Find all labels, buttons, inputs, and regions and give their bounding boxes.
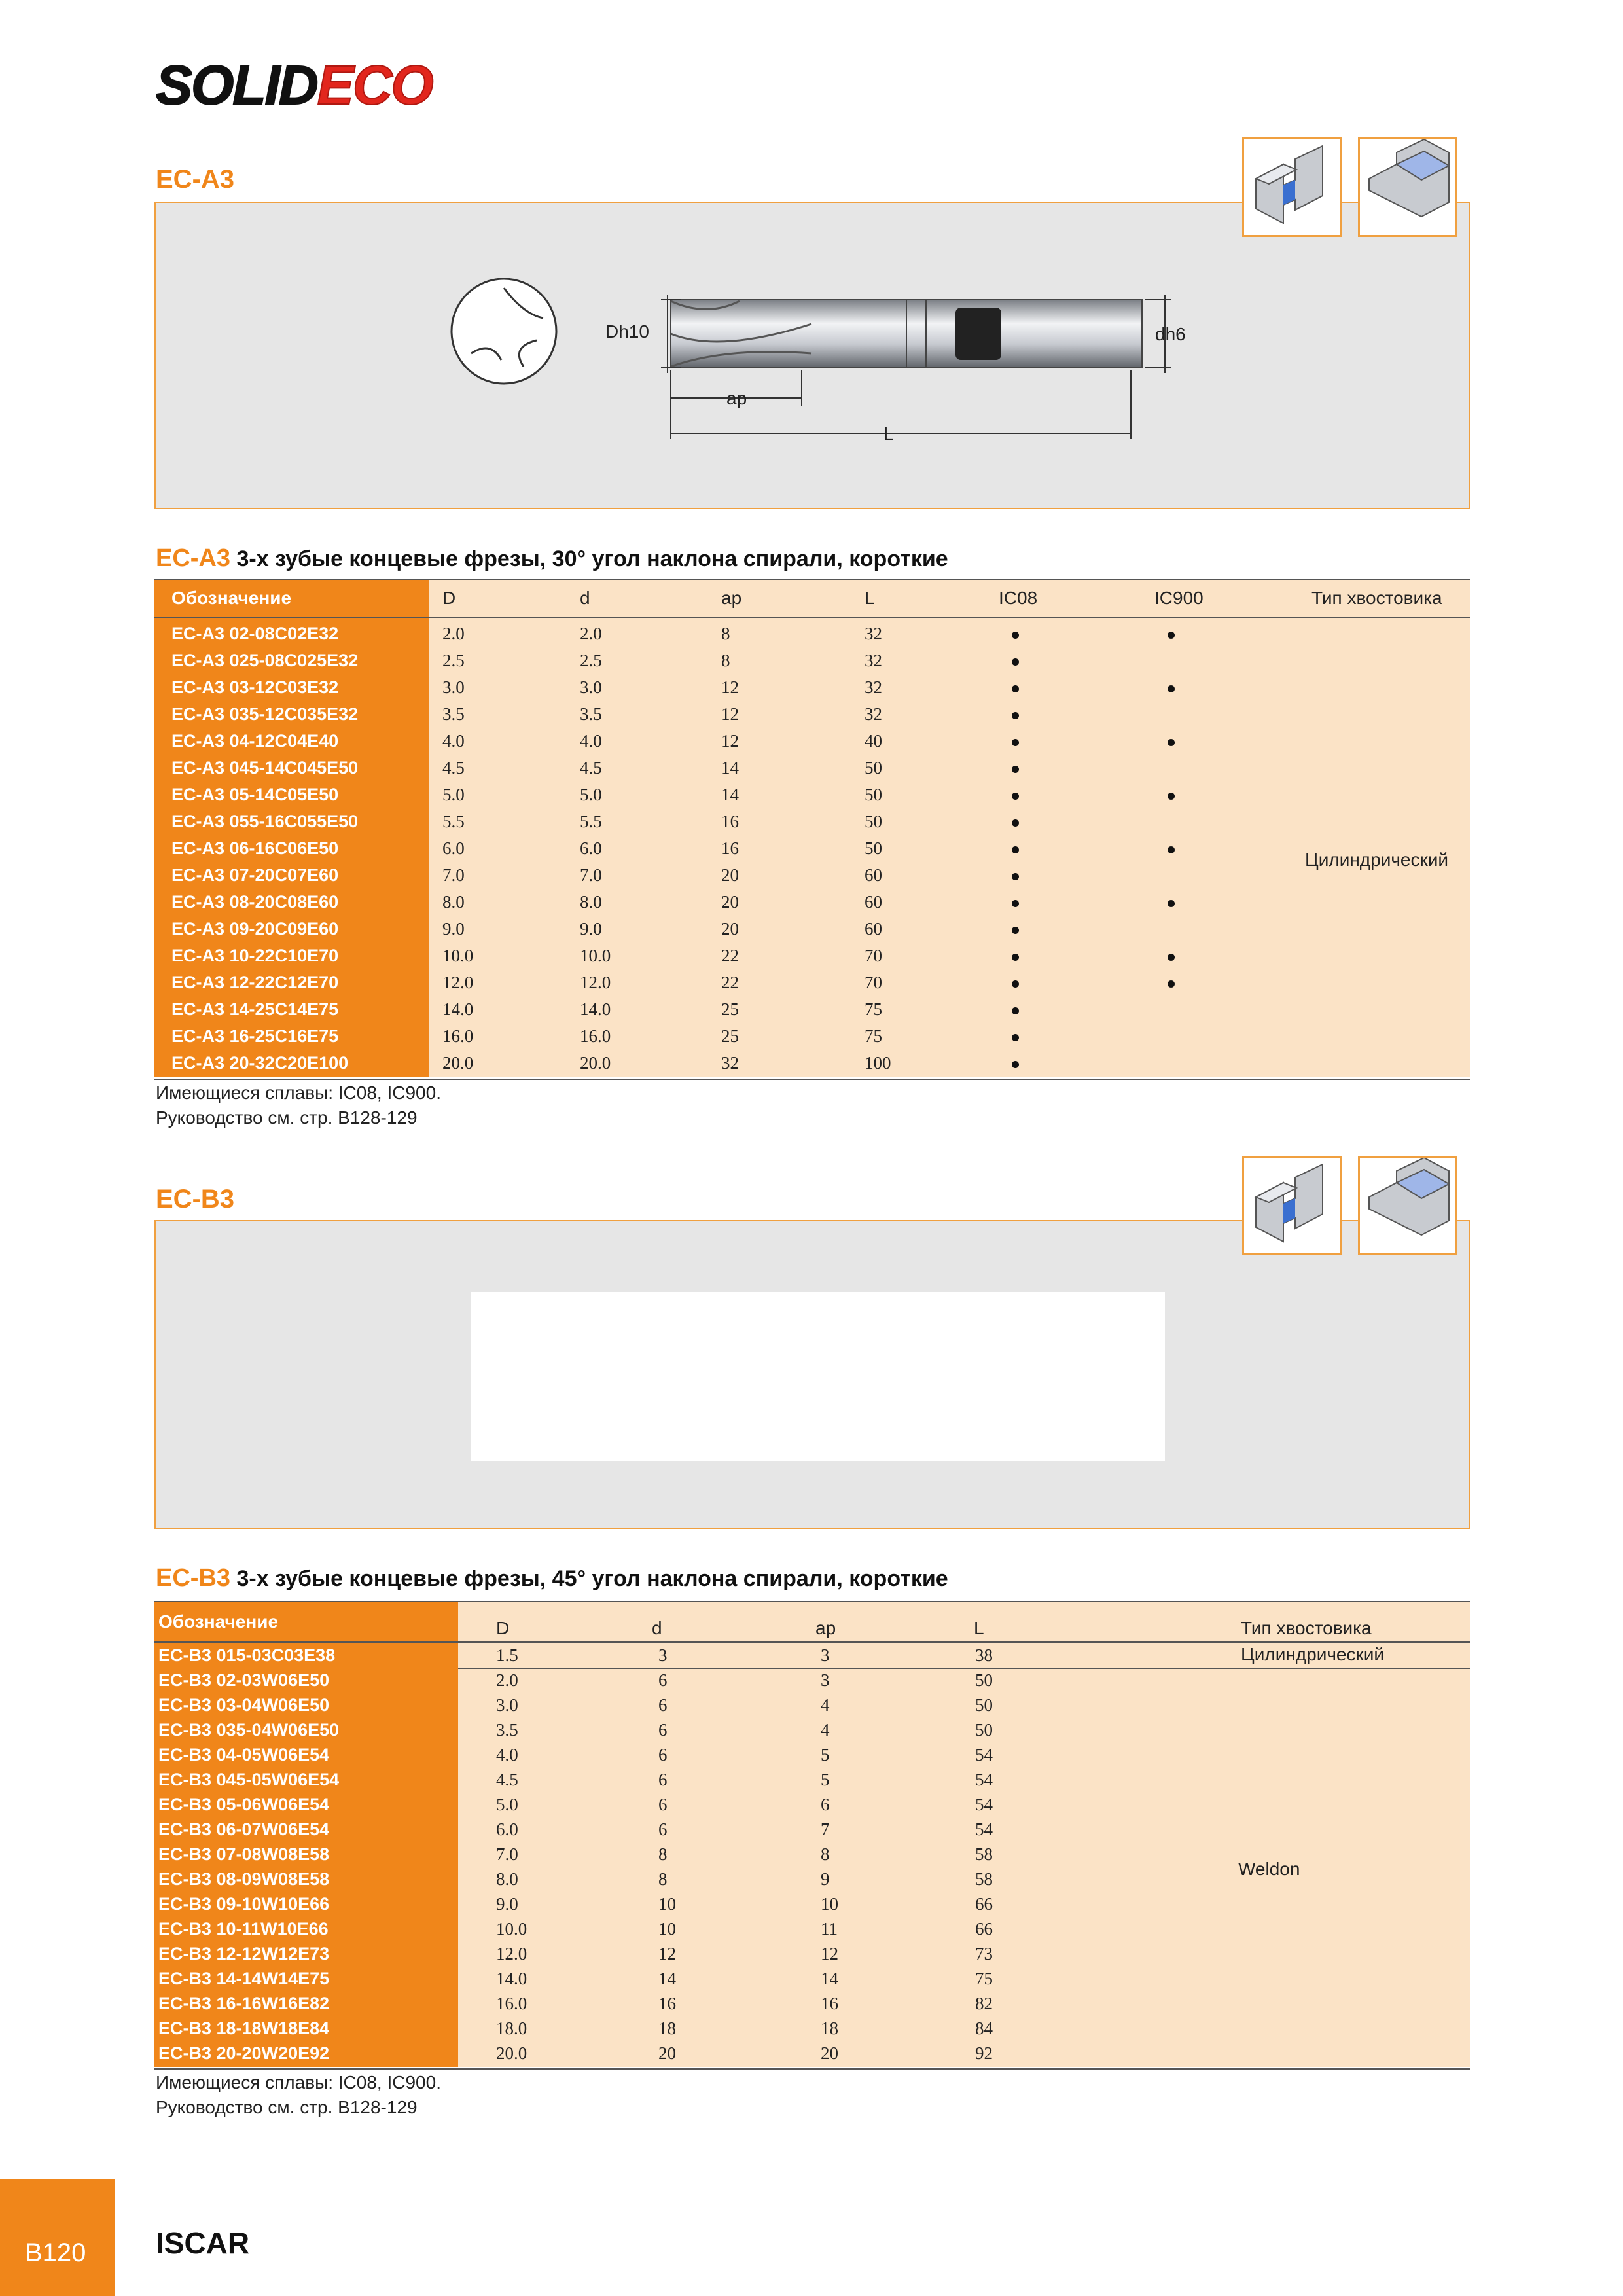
designation: EC-A3 09-20C09E60 — [171, 919, 339, 939]
value-ap: 16 — [721, 838, 739, 858]
value-D: 2.5 — [442, 651, 465, 670]
table-row — [154, 701, 1470, 727]
ic08-available-dot — [1012, 873, 1019, 880]
ic900-available-dot — [1168, 739, 1175, 746]
value-ap: 20 — [721, 919, 739, 939]
table-row — [154, 889, 1470, 915]
value-L: 70 — [865, 973, 882, 992]
value-d: 3.5 — [580, 704, 602, 724]
table-header — [154, 1602, 1470, 1643]
value-ap: 9 — [821, 1869, 830, 1889]
value-D: 5.0 — [496, 1795, 518, 1814]
table-row — [154, 916, 1470, 942]
value-ap: 22 — [721, 973, 739, 992]
alloys-note-b3: Имеющиеся сплавы: IC08, IC900. — [156, 2072, 441, 2092]
section-title-a3: EC-A3 — [156, 165, 235, 194]
ic08-available-dot — [1012, 712, 1019, 719]
value-d: 3.0 — [580, 677, 602, 697]
value-d: 4.0 — [580, 731, 602, 751]
designation: EC-B3 05-06W06E54 — [158, 1795, 330, 1814]
designation: EC-B3 18-18W18E84 — [158, 2018, 330, 2038]
value-d: 4.5 — [580, 758, 602, 778]
table-row — [154, 1668, 1470, 1693]
shank-type-first: Цилиндрический — [1241, 1644, 1385, 1664]
value-L: 32 — [865, 624, 882, 643]
value-ap: 6 — [821, 1795, 830, 1814]
ic08-available-dot — [1012, 658, 1019, 666]
designation: EC-A3 14-25C14E75 — [171, 999, 339, 1019]
table-row — [154, 2041, 1470, 2066]
drawing-panel-b3 — [154, 1220, 1470, 1529]
value-d: 14 — [658, 1969, 676, 1988]
value-D: 12.0 — [442, 973, 474, 992]
value-L: 38 — [975, 1645, 993, 1665]
guide-note-b3: Руководство см. стр. B128-129 — [156, 2097, 418, 2117]
designation: EC-A3 035-12C035E32 — [171, 704, 359, 724]
value-d: 2.5 — [580, 651, 602, 670]
value-L: 75 — [975, 1969, 993, 1988]
value-L: 50 — [865, 838, 882, 858]
designation: EC-B3 12-12W12E73 — [158, 1944, 330, 1964]
ic08-available-dot — [1012, 739, 1019, 746]
value-L: 73 — [975, 1944, 993, 1964]
designation: EC-B3 14-14W14E75 — [158, 1969, 330, 1988]
value-D: 16.0 — [496, 1994, 527, 2013]
value-d: 2.0 — [580, 624, 602, 643]
value-L: 32 — [865, 651, 882, 670]
designation: EC-A3 02-08C02E32 — [171, 624, 339, 643]
value-L: 58 — [975, 1844, 993, 1864]
value-d: 16.0 — [580, 1026, 611, 1046]
value-D: 14.0 — [442, 999, 474, 1019]
designation: EC-A3 045-14C045E50 — [171, 758, 359, 778]
value-L: 50 — [975, 1720, 993, 1740]
value-ap: 25 — [721, 1026, 739, 1046]
ic08-available-dot — [1012, 685, 1019, 692]
designation: EC-A3 03-12C03E32 — [171, 677, 339, 697]
value-ap: 18 — [821, 2018, 838, 2038]
value-d: 6 — [658, 1795, 668, 1814]
alloys-note-a3: Имеющиеся сплавы: IC08, IC900. — [156, 1083, 441, 1103]
value-D: 14.0 — [496, 1969, 527, 1988]
designation: EC-B3 02-03W06E50 — [158, 1670, 330, 1690]
value-L: 70 — [865, 946, 882, 965]
value-ap: 16 — [721, 812, 739, 831]
designation: EC-B3 09-10W10E66 — [158, 1894, 330, 1914]
value-d: 5.0 — [580, 785, 602, 804]
value-D: 2.0 — [496, 1670, 518, 1690]
ic900-available-dot — [1168, 980, 1175, 988]
value-ap: 12 — [721, 704, 739, 724]
value-ap: 14 — [721, 758, 739, 778]
value-d: 10 — [658, 1894, 676, 1914]
dim-dh6: dh6 — [1155, 324, 1186, 344]
value-D: 5.0 — [442, 785, 465, 804]
table-row — [154, 1991, 1470, 2016]
table-row — [154, 1693, 1470, 1717]
designation: EC-A3 12-22C12E70 — [171, 973, 339, 992]
designation: EC-A3 08-20C08E60 — [171, 892, 339, 912]
designation: EC-A3 04-12C04E40 — [171, 731, 339, 751]
ic08-available-dot — [1012, 846, 1019, 853]
value-L: 50 — [975, 1695, 993, 1715]
designation: EC-B3 045-05W06E54 — [158, 1770, 340, 1789]
value-ap: 20 — [821, 2043, 838, 2063]
value-ap: 20 — [721, 892, 739, 912]
value-ap: 4 — [821, 1720, 830, 1740]
value-d: 16 — [658, 1994, 676, 2013]
page-number-tab — [0, 2179, 115, 2296]
value-D: 20.0 — [496, 2043, 527, 2063]
table-row — [154, 969, 1470, 996]
value-d: 20.0 — [580, 1053, 611, 1073]
table-title-a3: EC-A3 3-х зубые концевые фрезы, 30° угол наклона спирали, короткие — [156, 545, 948, 572]
designation: EC-B3 08-09W08E58 — [158, 1869, 330, 1889]
value-D: 3.0 — [442, 677, 465, 697]
designation: EC-B3 16-16W16E82 — [158, 1994, 330, 2013]
value-D: 3.5 — [496, 1720, 518, 1740]
value-d: 8.0 — [580, 892, 602, 912]
dim-dh10: Dh10 — [605, 321, 649, 342]
value-D: 4.5 — [496, 1770, 518, 1789]
ic08-available-dot — [1012, 1061, 1019, 1068]
value-ap: 5 — [821, 1745, 830, 1765]
value-d: 6 — [658, 1820, 668, 1839]
value-L: 92 — [975, 2043, 993, 2063]
value-d: 6 — [658, 1770, 668, 1789]
value-D: 7.0 — [496, 1844, 518, 1864]
table-row — [154, 2016, 1470, 2041]
ic900-available-dot — [1168, 846, 1175, 853]
value-D: 20.0 — [442, 1053, 474, 1073]
value-d: 6 — [658, 1670, 668, 1690]
table-row — [154, 1742, 1470, 1767]
value-L: 66 — [975, 1919, 993, 1939]
value-d: 6 — [658, 1720, 668, 1740]
value-d: 12 — [658, 1944, 676, 1964]
value-D: 9.0 — [496, 1894, 518, 1914]
value-D: 4.0 — [496, 1745, 518, 1765]
value-d: 7.0 — [580, 865, 602, 885]
value-d: 5.5 — [580, 812, 602, 831]
shoulder-icon — [1358, 1156, 1457, 1255]
ic08-available-dot — [1012, 766, 1019, 773]
value-ap: 3 — [821, 1670, 830, 1690]
value-ap: 32 — [721, 1053, 739, 1073]
value-ap: 20 — [721, 865, 739, 885]
designation: EC-B3 035-04W06E50 — [158, 1720, 340, 1740]
solideco-logo: SOLIDECO — [156, 54, 433, 116]
value-ap: 12 — [821, 1944, 838, 1964]
table-row — [154, 996, 1470, 1022]
table-row — [154, 1916, 1470, 1941]
designation: EC-A3 055-16C055E50 — [171, 812, 359, 831]
value-L: 50 — [865, 758, 882, 778]
designation: EC-A3 16-25C16E75 — [171, 1026, 339, 1046]
value-L: 82 — [975, 1994, 993, 2013]
value-d: 8 — [658, 1869, 668, 1889]
table-row — [154, 1817, 1470, 1842]
header-name: Обозначение — [154, 1602, 458, 1641]
ic08-available-dot — [1012, 900, 1019, 907]
header-L: L — [974, 1618, 984, 1638]
value-ap: 8 — [821, 1844, 830, 1864]
table-row — [154, 1717, 1470, 1742]
ic08-available-dot — [1012, 632, 1019, 639]
header-d: d — [652, 1618, 662, 1638]
value-ap: 5 — [821, 1770, 830, 1789]
page-number: B120 — [25, 2238, 86, 2267]
table-row — [154, 942, 1470, 969]
value-d: 3 — [658, 1645, 668, 1665]
value-L: 32 — [865, 677, 882, 697]
table-row — [154, 1941, 1470, 1966]
table-row — [154, 1050, 1470, 1076]
value-L: 84 — [975, 2018, 993, 2038]
shank-type-weldon: Weldon — [1238, 1859, 1300, 1879]
tool-drawing — [445, 255, 1217, 452]
value-d: 10 — [658, 1919, 676, 1939]
dim-L: L — [883, 423, 894, 444]
table-row — [154, 781, 1470, 808]
designation: EC-B3 07-08W08E58 — [158, 1844, 330, 1864]
dim-ap: ap — [726, 388, 747, 408]
header-shank: Тип хвостовика — [1311, 588, 1442, 608]
ic900-available-dot — [1168, 793, 1175, 800]
header-D: D — [442, 588, 456, 608]
value-D: 9.0 — [442, 919, 465, 939]
value-L: 54 — [975, 1820, 993, 1839]
value-D: 16.0 — [442, 1026, 474, 1046]
designation: EC-B3 04-05W06E54 — [158, 1745, 330, 1765]
cross-section-icon — [452, 279, 556, 384]
value-L: 54 — [975, 1795, 993, 1814]
value-D: 2.0 — [442, 624, 465, 643]
value-D: 12.0 — [496, 1944, 527, 1964]
value-D: 6.0 — [496, 1820, 518, 1839]
header-ap: ap — [721, 588, 742, 608]
guide-note-a3: Руководство см. стр. B128-129 — [156, 1107, 418, 1128]
value-d: 12.0 — [580, 973, 611, 992]
value-L: 40 — [865, 731, 882, 751]
table-header — [154, 580, 1470, 618]
ic08-available-dot — [1012, 793, 1019, 800]
value-ap: 8 — [721, 651, 730, 670]
value-D: 8.0 — [442, 892, 465, 912]
shoulder-icon — [1358, 137, 1457, 237]
designation: EC-B3 10-11W10E66 — [158, 1919, 329, 1939]
table-a3 — [154, 579, 1470, 1080]
value-L: 50 — [865, 812, 882, 831]
value-D: 10.0 — [442, 946, 474, 965]
ic08-available-dot — [1012, 954, 1019, 961]
value-ap: 11 — [821, 1919, 838, 1939]
value-D: 3.0 — [496, 1695, 518, 1715]
value-D: 18.0 — [496, 2018, 527, 2038]
value-d: 10.0 — [580, 946, 611, 965]
ic900-available-dot — [1168, 900, 1175, 907]
designation: EC-A3 07-20C07E60 — [171, 865, 339, 885]
table-row — [154, 808, 1470, 834]
ic08-available-dot — [1012, 1007, 1019, 1014]
value-D: 6.0 — [442, 838, 465, 858]
value-ap: 3 — [821, 1645, 830, 1665]
header-ic900: IC900 — [1154, 588, 1204, 608]
value-d: 6.0 — [580, 838, 602, 858]
value-d: 6 — [658, 1745, 668, 1765]
value-ap: 7 — [821, 1820, 830, 1839]
section-title-b3: EC-B3 — [156, 1185, 235, 1213]
value-ap: 12 — [721, 731, 739, 751]
value-L: 50 — [975, 1670, 993, 1690]
value-ap: 8 — [721, 624, 730, 643]
value-ap: 14 — [821, 1969, 838, 1988]
value-d: 18 — [658, 2018, 676, 2038]
value-L: 100 — [865, 1053, 891, 1073]
table-row — [154, 1892, 1470, 1916]
table-row — [154, 728, 1470, 754]
value-L: 75 — [865, 1026, 882, 1046]
value-d: 6 — [658, 1695, 668, 1715]
designation: EC-B3 015-03C03E38 — [158, 1645, 336, 1665]
designation: EC-B3 20-20W20E92 — [158, 2043, 330, 2063]
ic08-available-dot — [1012, 1034, 1019, 1041]
value-D: 3.5 — [442, 704, 465, 724]
table-title-b3: EC-B3 3-х зубые концевые фрезы, 45° угол наклона спирали, короткие — [156, 1564, 948, 1592]
value-D: 1.5 — [496, 1645, 518, 1665]
header-ic08: IC08 — [999, 588, 1038, 608]
value-d: 14.0 — [580, 999, 611, 1019]
slotting-icon — [1242, 137, 1342, 237]
ic08-available-dot — [1012, 819, 1019, 827]
table-row — [154, 755, 1470, 781]
table-row — [154, 1767, 1470, 1792]
shank-type-a3: Цилиндрический — [1305, 850, 1449, 870]
value-D: 8.0 — [496, 1869, 518, 1889]
value-ap: 14 — [721, 785, 739, 804]
value-L: 58 — [975, 1869, 993, 1889]
value-L: 60 — [865, 865, 882, 885]
value-ap: 10 — [821, 1894, 838, 1914]
header-d: d — [580, 588, 590, 608]
value-d: 20 — [658, 2043, 676, 2063]
value-ap: 16 — [821, 1994, 838, 2013]
ic08-available-dot — [1012, 980, 1019, 988]
designation: EC-A3 20-32C20E100 — [171, 1053, 349, 1073]
designation: EC-B3 06-07W06E54 — [158, 1820, 330, 1839]
value-L: 66 — [975, 1894, 993, 1914]
table-row — [154, 862, 1470, 888]
value-L: 50 — [865, 785, 882, 804]
value-ap: 25 — [721, 999, 739, 1019]
value-L: 54 — [975, 1770, 993, 1789]
slotting-icon — [1242, 1156, 1342, 1255]
value-D: 4.5 — [442, 758, 465, 778]
header-shank: Тип хвостовика — [1241, 1618, 1372, 1638]
ic900-available-dot — [1168, 685, 1175, 692]
value-ap: 4 — [821, 1695, 830, 1715]
table-row — [154, 835, 1470, 861]
ic900-available-dot — [1168, 954, 1175, 961]
ic08-available-dot — [1012, 927, 1019, 934]
value-L: 60 — [865, 919, 882, 939]
value-L: 75 — [865, 999, 882, 1019]
value-L: 32 — [865, 704, 882, 724]
value-D: 7.0 — [442, 865, 465, 885]
table-row — [154, 620, 1470, 647]
table-row — [154, 1966, 1470, 1991]
designation: EC-A3 06-16C06E50 — [171, 838, 339, 858]
designation: EC-A3 025-08C025E32 — [171, 651, 359, 670]
designation: EC-A3 05-14C05E50 — [171, 785, 339, 804]
iscar-brand: ISCAR — [156, 2226, 250, 2260]
header-ap: ap — [815, 1618, 836, 1638]
value-L: 54 — [975, 1745, 993, 1765]
header-D: D — [496, 1618, 510, 1638]
table-row — [154, 674, 1470, 700]
value-D: 4.0 — [442, 731, 465, 751]
value-ap: 12 — [721, 677, 739, 697]
header-L: L — [865, 588, 875, 608]
table-row — [154, 1023, 1470, 1049]
value-D: 5.5 — [442, 812, 465, 831]
table-b3 — [154, 1601, 1470, 2070]
value-d: 9.0 — [580, 919, 602, 939]
value-ap: 22 — [721, 946, 739, 965]
table-row — [154, 1792, 1470, 1817]
value-L: 60 — [865, 892, 882, 912]
image-placeholder — [471, 1292, 1165, 1461]
designation: EC-B3 03-04W06E50 — [158, 1695, 330, 1715]
designation: EC-A3 10-22C10E70 — [171, 946, 339, 965]
table-row — [154, 647, 1470, 673]
value-D: 10.0 — [496, 1919, 527, 1939]
value-d: 8 — [658, 1844, 668, 1864]
ic900-available-dot — [1168, 632, 1175, 639]
header-name: Обозначение — [154, 580, 429, 617]
